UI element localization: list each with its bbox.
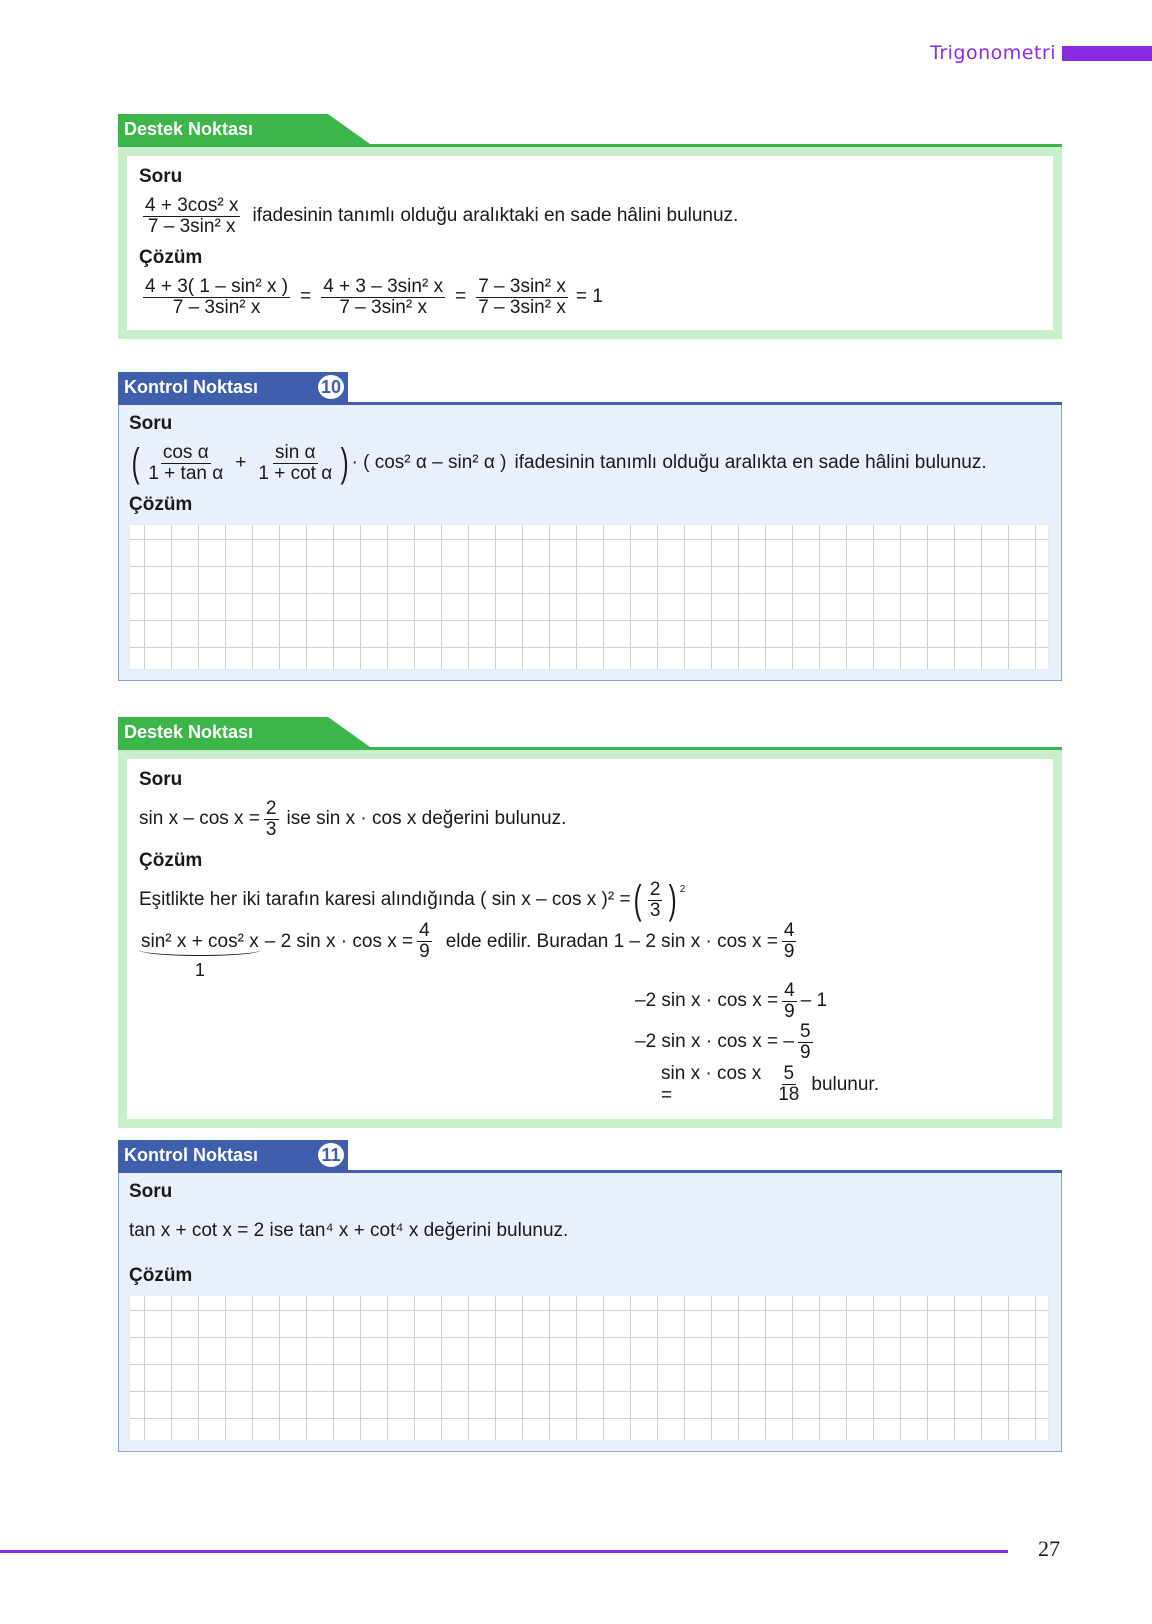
solution-fraction — [782, 921, 797, 962]
fraction-denominator: 7 – 3sin² x — [339, 296, 427, 318]
page-number: 27 — [1038, 1536, 1060, 1561]
solution-text: – 1 — [800, 990, 828, 1012]
plus-sign: + — [235, 452, 247, 474]
equals-sign: = — [300, 286, 312, 308]
fraction-denominator: 7 – 3sin² x — [478, 296, 566, 318]
kontrol-frame — [118, 405, 1062, 681]
question-fraction — [264, 799, 279, 840]
footer-line — [0, 1550, 1008, 1553]
question-line — [129, 1211, 1049, 1251]
fraction-denominator: 1 + tan α — [148, 462, 224, 484]
fraction-numerator: 4 + 3cos² x — [145, 195, 239, 216]
kontrol-box-10 — [118, 372, 1062, 681]
kontrol-tab — [118, 372, 348, 402]
fraction-denominator: 3 — [265, 818, 277, 840]
fraction-denominator: 9 — [783, 940, 795, 962]
fraction-denominator: 9 — [419, 940, 430, 962]
question-line — [129, 443, 1049, 484]
exponent: 2 — [679, 883, 686, 895]
destek-content — [127, 759, 1053, 1119]
destek-box-2 — [118, 717, 1062, 1128]
cozum-label: Çözüm — [139, 246, 203, 268]
answer-grid[interactable] — [129, 524, 1049, 670]
chapter-header — [930, 42, 1152, 64]
kontrol-tab-label: Kontrol Noktası — [124, 1145, 259, 1165]
destek-tab: Destek Noktası — [118, 114, 328, 144]
question-text: tan x + cot x = 2 ise tan⁴ x + cot⁴ x değerini bulunuz. — [129, 1220, 569, 1241]
fraction-denominator: 9 — [799, 1041, 811, 1063]
question-fraction-2 — [256, 443, 334, 484]
underbrace-group — [139, 921, 261, 981]
destek-frame — [118, 147, 1062, 339]
solution-steps — [519, 981, 879, 1107]
fraction-numerator: 5 — [783, 1063, 795, 1085]
destek-tab: Destek Noktası — [118, 717, 328, 747]
solution-line-1 — [139, 880, 1041, 921]
kontrol-frame — [118, 1173, 1062, 1452]
question-line — [139, 799, 1041, 840]
kontrol-number-badge: 11 — [316, 1141, 346, 1169]
fraction-numerator: 2 — [649, 878, 661, 900]
question-fraction-1 — [146, 443, 225, 484]
destek-content — [127, 156, 1053, 330]
solution-text: – 2 sin x · cos x = — [264, 930, 414, 952]
question-factor: · ( cos² α – sin² α ) — [351, 452, 507, 474]
equals-sign: = — [455, 286, 467, 308]
question-text: ifadesinin tanımlı olduğu aralıktaki en sade hâlini bulunuz. — [252, 205, 739, 227]
kontrol-box-11 — [118, 1140, 1062, 1452]
solution-fraction-2 — [321, 277, 445, 318]
fraction-numerator: 4 — [783, 919, 795, 941]
solution-text: bulunur. — [811, 1073, 879, 1095]
destek-box-1 — [118, 114, 1062, 339]
fraction-numerator: 4 + 3 – 3sin² x — [323, 275, 444, 297]
kontrol-tab — [118, 1140, 348, 1170]
solution-fraction — [648, 880, 663, 921]
solution-text: elde edilir. Buradan 1 – 2 sin x · cos x = — [445, 930, 778, 952]
cozum-label: Çözüm — [139, 849, 203, 871]
soru-label: Soru — [129, 413, 173, 434]
answer-grid[interactable] — [129, 1295, 1049, 1441]
fraction-denominator: 7 – 3sin² x — [172, 296, 261, 318]
kontrol-number-badge: 10 — [316, 373, 346, 401]
solution-line-3 — [519, 981, 879, 1022]
underbrace-expression: sin² x + cos² x — [139, 931, 261, 956]
solution-fraction-1 — [143, 277, 290, 318]
fraction-denominator: 3 — [649, 899, 661, 921]
solution-line-2 — [139, 921, 1041, 981]
question-text: ise sin x · cos x değerini bulunuz. — [286, 808, 567, 830]
solution-text: Eşitlikte her iki tarafın karesi alındığında ( sin x – cos x )² = — [139, 889, 631, 911]
fraction-denominator: 9 — [784, 1000, 795, 1022]
fraction-numerator: 4 — [784, 979, 795, 1001]
cozum-label: Çözüm — [129, 493, 193, 515]
cozum-label: Çözüm — [129, 1265, 193, 1286]
solution-fraction — [776, 1064, 801, 1105]
solution-result: = 1 — [575, 286, 603, 308]
solution-fraction-3 — [476, 277, 568, 318]
chapter-title: Trigonometri — [930, 42, 1056, 64]
solution-fraction — [798, 1022, 813, 1063]
kontrol-tab-label: Kontrol Noktası — [124, 377, 259, 397]
soru-label: Soru — [139, 769, 183, 790]
solution-line-5 — [519, 1063, 879, 1107]
fraction-numerator: 5 — [799, 1020, 811, 1042]
solution-text: –2 sin x · cos x = – — [635, 1031, 794, 1053]
fraction-denominator: 1 + cot α — [258, 462, 333, 484]
close-paren: ) — [340, 441, 349, 486]
question-fraction — [143, 196, 240, 237]
fraction-denominator: 18 — [778, 1084, 800, 1105]
solution-line — [139, 277, 1041, 318]
fraction-numerator: 4 + 3( 1 – sin² x ) — [145, 275, 289, 297]
fraction-numerator: cos α — [162, 442, 209, 463]
solution-fraction — [417, 921, 432, 962]
solution-text: –2 sin x · cos x = — [635, 990, 779, 1012]
underbrace-value: 1 — [194, 959, 205, 980]
question-text: ifadesinin tanımlı olduğu aralıkta en sade hâlini bulunuz. — [514, 452, 987, 474]
solution-text: sin x · cos x = — [661, 1062, 762, 1106]
question-line — [139, 196, 1041, 237]
solution-fraction — [782, 981, 797, 1022]
solution-line-4 — [519, 1022, 879, 1063]
fraction-numerator: 4 — [419, 919, 430, 941]
fraction-denominator: 7 – 3sin² x — [147, 215, 236, 237]
close-paren: ) — [669, 878, 678, 923]
open-paren: ( — [131, 441, 140, 486]
destek-frame — [118, 750, 1062, 1128]
chapter-bar — [1062, 46, 1152, 61]
open-paren: ( — [633, 878, 642, 923]
soru-label: Soru — [139, 166, 183, 187]
soru-label: Soru — [129, 1181, 173, 1202]
fraction-numerator: 2 — [265, 798, 277, 819]
question-left: sin x – cos x = — [139, 808, 260, 830]
fraction-numerator: 7 – 3sin² x — [478, 275, 566, 297]
fraction-numerator: sin α — [274, 442, 316, 463]
